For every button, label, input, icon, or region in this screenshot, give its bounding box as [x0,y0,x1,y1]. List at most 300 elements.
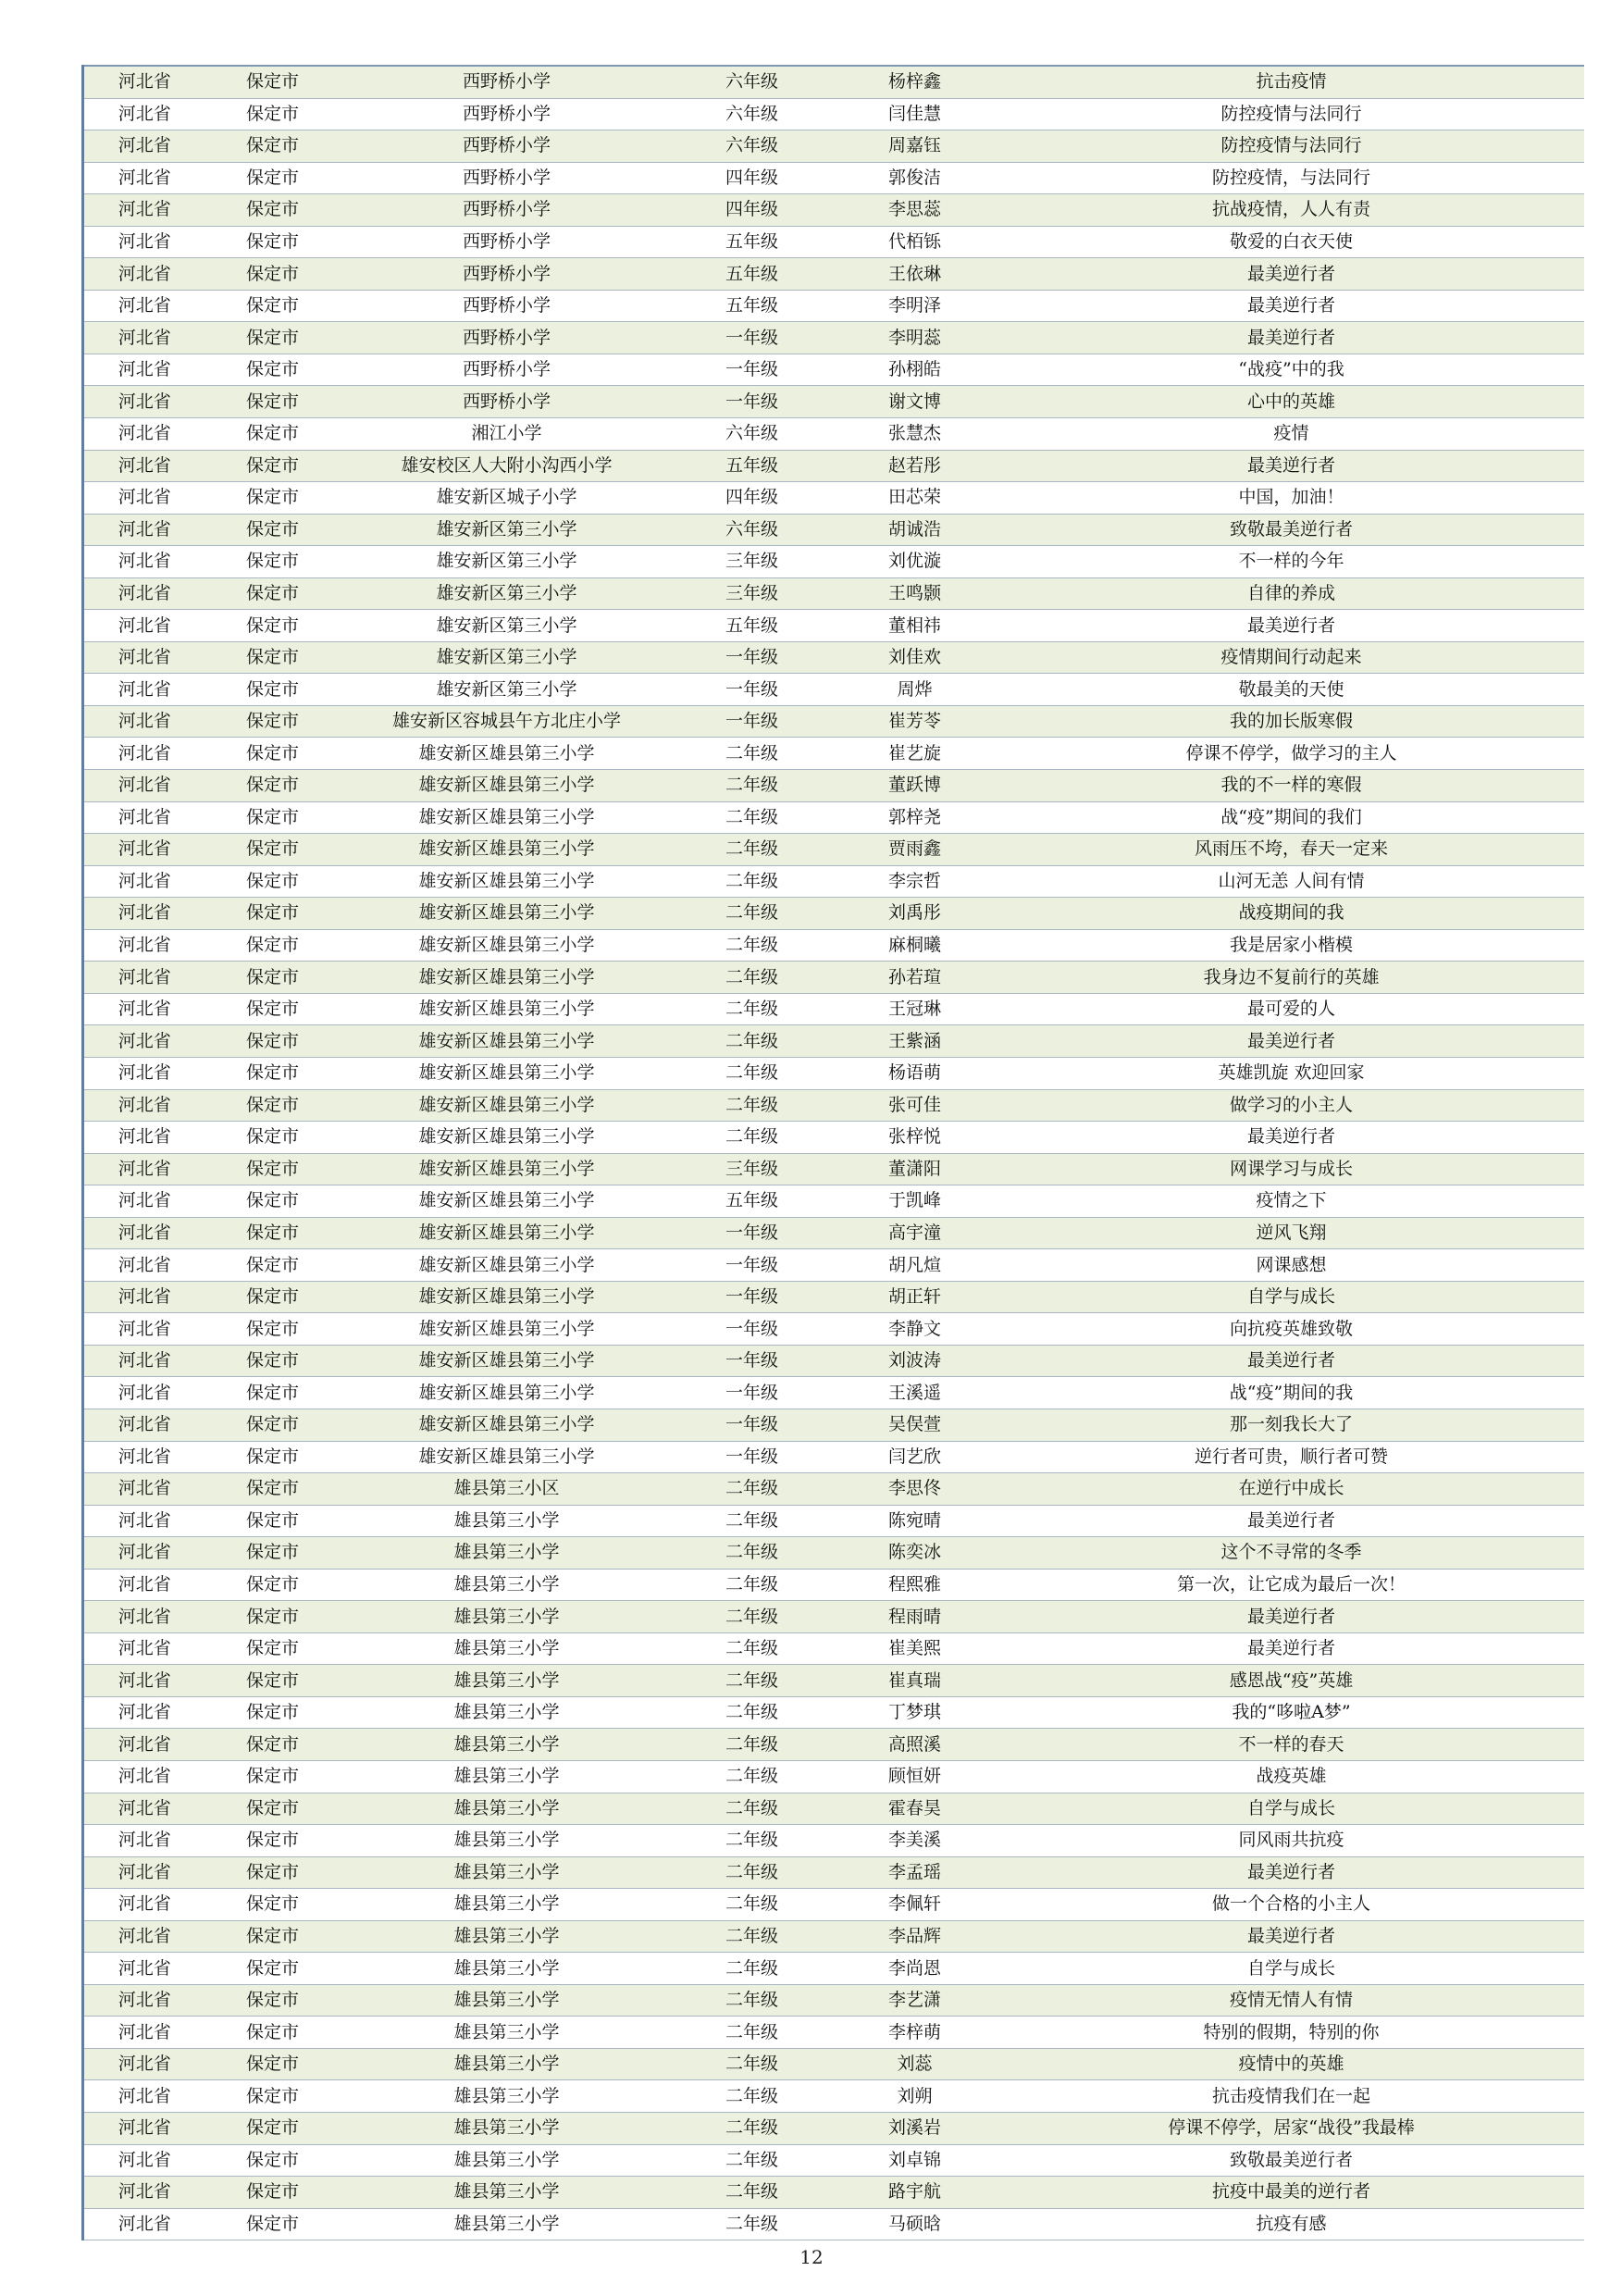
grade-cell: 一年级 [674,641,831,674]
city-cell: 保定市 [205,1025,341,1058]
essay-title-cell: 疫情 [999,418,1584,451]
student-name-cell: 刘禹彤 [831,898,999,930]
school-cell: 雄安新区雄县第三小学 [341,1377,674,1409]
school-cell: 雄安新区容城县午方北庄小学 [341,705,674,738]
province-cell: 河北省 [83,2048,205,2080]
province-cell: 河北省 [83,290,205,322]
student-name-cell: 杨梓鑫 [831,66,999,98]
province-cell: 河北省 [83,2080,205,2113]
student-name-cell: 胡凡煊 [831,1249,999,1282]
school-cell: 雄县第三小学 [341,1793,674,1825]
city-cell: 保定市 [205,1696,341,1729]
city-cell: 保定市 [205,1601,341,1633]
province-cell: 河北省 [83,322,205,354]
grade-cell: 二年级 [674,1696,831,1729]
table-row [83,1025,1584,1058]
table-row [83,1313,1584,1346]
table-row [83,2177,1584,2209]
city-cell: 保定市 [205,2080,341,2113]
school-cell: 西野桥小学 [341,162,674,194]
essay-title-cell: 最美逆行者 [999,1025,1584,1058]
city-cell: 保定市 [205,865,341,898]
grade-cell: 二年级 [674,1632,831,1665]
grade-cell: 四年级 [674,482,831,515]
student-name-cell: 王溪遥 [831,1377,999,1409]
student-name-cell: 李艺潇 [831,1984,999,2017]
province-cell: 河北省 [83,1537,205,1570]
city-cell: 保定市 [205,322,341,354]
grade-cell: 二年级 [674,2177,831,2209]
city-cell: 保定市 [205,705,341,738]
school-cell: 雄安新区雄县第三小学 [341,865,674,898]
province-cell: 河北省 [83,738,205,770]
table-row [83,66,1584,98]
school-cell: 雄安新区雄县第三小学 [341,1122,674,1154]
student-name-cell: 闫艺欣 [831,1441,999,1473]
school-cell: 雄县第三小学 [341,1632,674,1665]
city-cell: 保定市 [205,1856,341,1889]
province-cell: 河北省 [83,98,205,130]
table-row [83,2080,1584,2113]
student-name-cell: 周嘉钰 [831,130,999,163]
essay-title-cell: 抗击疫情我们在一起 [999,2080,1584,2113]
school-cell: 雄县第三小学 [341,1569,674,1601]
city-cell: 保定市 [205,1185,341,1218]
essay-title-cell: 自学与成长 [999,1953,1584,1985]
student-name-cell: 董跃博 [831,770,999,802]
province-cell: 河北省 [83,1920,205,1953]
student-name-cell: 贾雨鑫 [831,834,999,866]
province-cell: 河北省 [83,162,205,194]
province-cell: 河北省 [83,1665,205,1697]
city-cell: 保定市 [205,1217,341,1249]
essay-title-cell: 网课学习与成长 [999,1153,1584,1185]
student-name-cell: 胡诚浩 [831,514,999,546]
table-row [83,2208,1584,2240]
student-name-cell: 李明泽 [831,290,999,322]
province-cell: 河北省 [83,354,205,386]
student-name-cell: 王冠琳 [831,993,999,1025]
table-row [83,1984,1584,2017]
student-name-cell: 周烨 [831,674,999,706]
province-cell: 河北省 [83,770,205,802]
province-cell: 河北省 [83,1281,205,1313]
city-cell: 保定市 [205,610,341,642]
grade-cell: 五年级 [674,226,831,258]
table-row [83,1729,1584,1761]
table-row [83,258,1584,291]
essay-title-cell: 做一个合格的小主人 [999,1889,1584,1921]
grade-cell: 二年级 [674,1665,831,1697]
essay-title-cell: 最美逆行者 [999,1601,1584,1633]
school-cell: 雄县第三小学 [341,1696,674,1729]
province-cell: 河北省 [83,1760,205,1793]
city-cell: 保定市 [205,2177,341,2209]
province-cell: 河北省 [83,1089,205,1122]
city-cell: 保定市 [205,1313,341,1346]
province-cell: 河北省 [83,2208,205,2240]
student-name-cell: 刘蕊 [831,2048,999,2080]
table-row [83,674,1584,706]
city-cell: 保定市 [205,929,341,962]
table-row [83,705,1584,738]
school-cell: 雄安新区第三小学 [341,674,674,706]
student-name-cell: 闫佳慧 [831,98,999,130]
student-name-cell: 董潇阳 [831,1153,999,1185]
essay-title-cell: 同风雨共抗疫 [999,1825,1584,1857]
school-cell: 雄安新区雄县第三小学 [341,1409,674,1441]
essay-title-cell: 自学与成长 [999,1793,1584,1825]
essay-title-cell: 感恩战“疫”英雄 [999,1665,1584,1697]
table-row [83,98,1584,130]
school-cell: 西野桥小学 [341,130,674,163]
school-cell: 雄县第三小学 [341,1665,674,1697]
grade-cell: 二年级 [674,993,831,1025]
city-cell: 保定市 [205,450,341,482]
grade-cell: 二年级 [674,2017,831,2049]
grade-cell: 五年级 [674,610,831,642]
table-row [83,834,1584,866]
essay-title-cell: 我身边不复前行的英雄 [999,962,1584,994]
student-name-cell: 李梓萌 [831,2017,999,2049]
city-cell: 保定市 [205,1057,341,1089]
page-number: 12 [799,2246,824,2268]
student-name-cell: 王紫涵 [831,1025,999,1058]
province-cell: 河北省 [83,418,205,451]
student-name-cell: 董相祎 [831,610,999,642]
essay-title-cell: 最美逆行者 [999,1920,1584,1953]
city-cell: 保定市 [205,258,341,291]
city-cell: 保定市 [205,2048,341,2080]
school-cell: 西野桥小学 [341,66,674,98]
student-name-cell: 麻桐曦 [831,929,999,962]
table-row [83,962,1584,994]
table-row [83,898,1584,930]
essay-title-cell: 中国，加油！ [999,482,1584,515]
grade-cell: 六年级 [674,98,831,130]
province-cell: 河北省 [83,514,205,546]
grade-cell: 三年级 [674,577,831,610]
city-cell: 保定市 [205,1920,341,1953]
school-cell: 雄县第三小学 [341,1953,674,1985]
student-name-cell: 路宇航 [831,2177,999,2209]
city-cell: 保定市 [205,130,341,163]
table-row [83,1409,1584,1441]
student-name-cell: 代栢铄 [831,226,999,258]
student-name-cell: 高宇潼 [831,1217,999,1249]
city-cell: 保定市 [205,1377,341,1409]
table-row [83,929,1584,962]
school-cell: 雄安新区雄县第三小学 [341,770,674,802]
school-cell: 湘江小学 [341,418,674,451]
grade-cell: 四年级 [674,194,831,227]
table-row [83,130,1584,163]
table-row [83,1281,1584,1313]
student-name-cell: 刘优漩 [831,546,999,578]
essay-title-cell: 特别的假期，特别的你 [999,2017,1584,2049]
grade-cell: 六年级 [674,130,831,163]
essay-title-cell: 战疫期间的我 [999,898,1584,930]
city-cell: 保定市 [205,66,341,98]
table-row [83,577,1584,610]
grade-cell: 二年级 [674,865,831,898]
essay-title-cell: 自律的养成 [999,577,1584,610]
school-cell: 雄安新区第三小学 [341,514,674,546]
grade-cell: 一年级 [674,1249,831,1282]
table-row [83,1122,1584,1154]
city-cell: 保定市 [205,577,341,610]
student-name-cell: 胡正轩 [831,1281,999,1313]
table-row [83,1889,1584,1921]
student-name-cell: 孙若瑄 [831,962,999,994]
student-name-cell: 顾恒妍 [831,1760,999,1793]
student-name-cell: 王依琳 [831,258,999,291]
school-cell: 雄安新区雄县第三小学 [341,738,674,770]
school-cell: 雄安新区第三小学 [341,610,674,642]
city-cell: 保定市 [205,801,341,834]
student-name-cell: 李思蕊 [831,194,999,227]
grade-cell: 二年级 [674,962,831,994]
student-name-cell: 崔美熙 [831,1632,999,1665]
grade-cell: 二年级 [674,801,831,834]
student-name-cell: 马硕晗 [831,2208,999,2240]
student-name-cell: 李佩轩 [831,1889,999,1921]
student-name-cell: 王鸣颢 [831,577,999,610]
essay-title-cell: 最美逆行者 [999,450,1584,482]
province-cell: 河北省 [83,865,205,898]
essay-title-cell: 疫情中的英雄 [999,2048,1584,2080]
student-name-cell: 谢文博 [831,386,999,418]
essay-title-cell: 敬最美的天使 [999,674,1584,706]
table-row [83,1856,1584,1889]
school-cell: 雄安新区城子小学 [341,482,674,515]
table-row [83,1665,1584,1697]
table-row [83,418,1584,451]
school-cell: 雄县第三小学 [341,2048,674,2080]
school-cell: 雄安新区雄县第三小学 [341,1441,674,1473]
city-cell: 保定市 [205,2113,341,2145]
school-cell: 雄县第三小学 [341,1760,674,1793]
grade-cell: 二年级 [674,738,831,770]
table-row [83,1760,1584,1793]
school-cell: 雄县第三小学 [341,2144,674,2177]
province-cell: 河北省 [83,1696,205,1729]
grade-cell: 一年级 [674,1377,831,1409]
school-cell: 雄安新区雄县第三小学 [341,1025,674,1058]
student-name-cell: 李美溪 [831,1825,999,1857]
grade-cell: 一年级 [674,1313,831,1346]
province-cell: 河北省 [83,1409,205,1441]
city-cell: 保定市 [205,386,341,418]
essay-title-cell: 逆行者可贵，顺行者可赞 [999,1441,1584,1473]
table-row [83,1185,1584,1218]
essay-title-cell: 抗疫有感 [999,2208,1584,2240]
grade-cell: 一年级 [674,1441,831,1473]
grade-cell: 二年级 [674,1089,831,1122]
city-cell: 保定市 [205,2208,341,2240]
student-name-cell: 李孟瑶 [831,1856,999,1889]
grade-cell: 一年级 [674,1217,831,1249]
school-cell: 雄安新区雄县第三小学 [341,834,674,866]
table-row [83,1920,1584,1953]
table-row [83,1473,1584,1506]
city-cell: 保定市 [205,1473,341,1506]
city-cell: 保定市 [205,1441,341,1473]
school-cell: 雄县第三小学 [341,1984,674,2017]
province-cell: 河北省 [83,2017,205,2049]
school-cell: 雄安新区雄县第三小学 [341,1345,674,1377]
student-name-cell: 崔芳苓 [831,705,999,738]
essay-title-cell: 这个不寻常的冬季 [999,1537,1584,1570]
grade-cell: 一年级 [674,1345,831,1377]
province-cell: 河北省 [83,641,205,674]
grade-cell: 五年级 [674,450,831,482]
province-cell: 河北省 [83,705,205,738]
table-row [83,1441,1584,1473]
table-row [83,738,1584,770]
essay-title-cell: 战疫英雄 [999,1760,1584,1793]
grade-cell: 二年级 [674,898,831,930]
student-name-cell: 吴俣萱 [831,1409,999,1441]
essay-title-cell: 抗战疫情，人人有责 [999,194,1584,227]
grade-cell: 五年级 [674,258,831,291]
school-cell: 西野桥小学 [341,258,674,291]
table-row [83,2113,1584,2145]
province-cell: 河北省 [83,801,205,834]
grade-cell: 二年级 [674,1025,831,1058]
table-row [83,1632,1584,1665]
school-cell: 雄县第三小学 [341,2113,674,2145]
city-cell: 保定市 [205,1825,341,1857]
essay-title-cell: 战“疫”期间的我 [999,1377,1584,1409]
student-name-cell: 丁梦琪 [831,1696,999,1729]
grade-cell: 二年级 [674,770,831,802]
essay-title-cell: 战“疫”期间的我们 [999,801,1584,834]
school-cell: 西野桥小学 [341,194,674,227]
school-cell: 雄县第三小区 [341,1473,674,1506]
school-cell: 雄县第三小学 [341,1601,674,1633]
table-row [83,1793,1584,1825]
student-name-cell: 李思佟 [831,1473,999,1506]
city-cell: 保定市 [205,194,341,227]
city-cell: 保定市 [205,1281,341,1313]
province-cell: 河北省 [83,1122,205,1154]
grade-cell: 二年级 [674,1569,831,1601]
essay-title-cell: 抗击疫情 [999,66,1584,98]
province-cell: 河北省 [83,546,205,578]
city-cell: 保定市 [205,290,341,322]
school-cell: 雄安新区雄县第三小学 [341,1089,674,1122]
city-cell: 保定市 [205,1537,341,1570]
school-cell: 雄县第三小学 [341,2177,674,2209]
grade-cell: 三年级 [674,1153,831,1185]
essay-title-cell: 心中的英雄 [999,386,1584,418]
essay-title-cell: 抗疫中最美的逆行者 [999,2177,1584,2209]
school-cell: 雄安新区第三小学 [341,641,674,674]
school-cell: 雄县第三小学 [341,1856,674,1889]
grade-cell: 一年级 [674,674,831,706]
table-row [83,482,1584,515]
table-row [83,1696,1584,1729]
essay-title-cell: 最美逆行者 [999,322,1584,354]
school-cell: 雄县第三小学 [341,2208,674,2240]
grade-cell: 二年级 [674,1537,831,1570]
city-cell: 保定市 [205,1953,341,1985]
student-name-cell: 程雨晴 [831,1601,999,1633]
student-name-cell: 刘溪岩 [831,2113,999,2145]
city-cell: 保定市 [205,98,341,130]
table-row [83,2017,1584,2049]
province-cell: 河北省 [83,130,205,163]
school-cell: 雄县第三小学 [341,1920,674,1953]
grade-cell: 二年级 [674,1760,831,1793]
grade-cell: 一年级 [674,322,831,354]
city-cell: 保定市 [205,1569,341,1601]
city-cell: 保定市 [205,1153,341,1185]
student-name-cell: 霍春昊 [831,1793,999,1825]
province-cell: 河北省 [83,1025,205,1058]
essay-title-cell: 疫情无情人有情 [999,1984,1584,2017]
grade-cell: 二年级 [674,2048,831,2080]
table-row [83,1825,1584,1857]
grade-cell: 二年级 [674,1856,831,1889]
table-row [83,1953,1584,1985]
city-cell: 保定市 [205,1632,341,1665]
student-name-cell: 陈奕冰 [831,1537,999,1570]
city-cell: 保定市 [205,1760,341,1793]
student-name-cell: 陈宛晴 [831,1505,999,1537]
grade-cell: 五年级 [674,1185,831,1218]
province-cell: 河北省 [83,258,205,291]
grade-cell: 一年级 [674,1281,831,1313]
table-row [83,610,1584,642]
student-name-cell: 崔真瑞 [831,1665,999,1697]
table-row [83,641,1584,674]
student-name-cell: 刘卓锦 [831,2144,999,2177]
school-cell: 雄安校区人大附小沟西小学 [341,450,674,482]
province-cell: 河北省 [83,898,205,930]
student-name-cell: 于凯峰 [831,1185,999,1218]
school-cell: 雄安新区雄县第三小学 [341,962,674,994]
school-cell: 西野桥小学 [341,226,674,258]
essay-title-cell: 致敬最美逆行者 [999,2144,1584,2177]
essay-title-cell: 敬爱的白衣天使 [999,226,1584,258]
table-row [83,1345,1584,1377]
student-name-cell: 李品辉 [831,1920,999,1953]
essay-title-cell: 防控疫情，与法同行 [999,162,1584,194]
table-row [83,865,1584,898]
province-cell: 河北省 [83,1153,205,1185]
school-cell: 雄安新区雄县第三小学 [341,1185,674,1218]
province-cell: 河北省 [83,1313,205,1346]
province-cell: 河北省 [83,450,205,482]
grade-cell: 一年级 [674,354,831,386]
school-cell: 雄县第三小学 [341,1729,674,1761]
essay-title-cell: 向抗疫英雄致敬 [999,1313,1584,1346]
student-name-cell: 刘朔 [831,2080,999,2113]
city-cell: 保定市 [205,898,341,930]
table-row [83,2144,1584,2177]
grade-cell: 四年级 [674,162,831,194]
grade-cell: 二年级 [674,1505,831,1537]
student-name-cell: 程熙雅 [831,1569,999,1601]
city-cell: 保定市 [205,482,341,515]
student-name-cell: 李静文 [831,1313,999,1346]
grade-cell: 二年级 [674,1729,831,1761]
table-row [83,354,1584,386]
grade-cell: 二年级 [674,1057,831,1089]
province-cell: 河北省 [83,482,205,515]
